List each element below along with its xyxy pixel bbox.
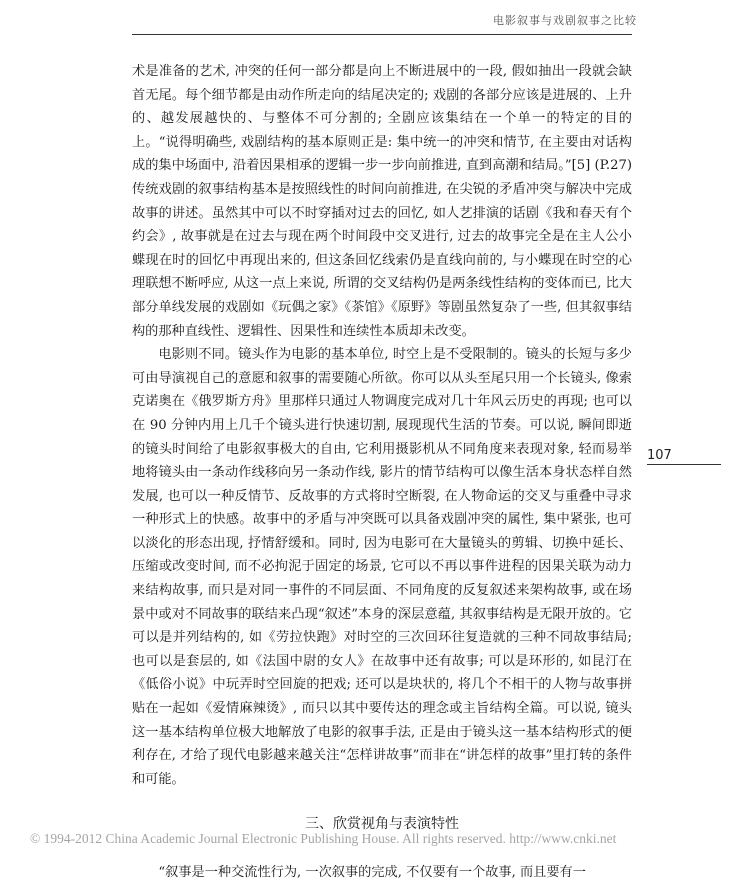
article-body: [132, 60, 632, 885]
header-divider: [132, 34, 632, 35]
body-paragraph-continued: 术是准备的艺术, 冲突的任何一部分都是向上不断进展中的一段, 假如抽出一段就会缺首无尾。每个细节都是由动作所走向的结尾决定的; 戏剧的各部分应该是进展的、上升的、越发展越快的、与整体不可分割的; 全剧应该集结在一个单一的特定的目的上。“说得明确些, 戏剧结构的基本原则正是: 集中统一的冲突和情节, 在主要由对话构成的集中场面中, 沿着因果相承的逻辑一步一步向前推进, 直到高潮和结局。”[5] (P.27) 传统戏剧的叙事结构基本是按照线性的时间向前推进, 在尖锐的矛盾冲突与解决中完成故事的讲述。虽然其中可以不时穿插对过去的回忆, 如人艺排演的话剧《我和春天有个约会》, 故事就是在过去与现在两个时间段中交叉进行, 过去的故事完全是在主人公小蝶现在时的回忆中再现出来的, 但这条回忆线索仍是直线向前的, 与小蝶现在时空的心理联想不断呼应, 从这一点上来说, 所谓的交叉结构仍是两条线性结构的变体而已, 比大部分单线发展的戏剧如《玩偶之家》《茶馆》《原野》等剧虽然复杂了一些, 但其叙事结构的那种直线性、逻辑性、因果性和连续性本质却未改变。: [132, 64, 632, 339]
page-number-rule: [647, 464, 721, 465]
section-heading: 三、欣赏视角与表演特性: [305, 816, 459, 833]
running-header-title: 电影叙事与戏剧叙事之比较: [493, 14, 637, 27]
copyright-watermark: © 1994-2012 China Academic Journal Electronic Publishing House. All rights reserved. http://www.cnki.net: [30, 831, 617, 846]
body-paragraph: 电影则不同。镜头作为电影的基本单位, 时空上是不受限制的。镜头的长短与多少可由导演视自己的意愿和叙事的需要随心所欲。你可以从头至尾只用一个长镜头, 像索克诺奥在《俄罗斯方舟》里那样只通过人物调度完成对几十年风云历史的再现; 也可以在 90 分钟内用上几千个镜头进行快速切割, 展现现代生活的节奏。可以说, 瞬间即逝的镜头时间给了电影叙事极大的自由, 它利用摄影机从不同角度来表现对象, 轻而易举地将镜头由一条动作线移向另一条动作线, 影片的情节结构可以像生活本身状态样自然发展, 也可以一种反情节、反故事的方式将时空断裂, 在人物命运的交叉与重叠中寻求一种形式上的快感。故事中的矛盾与冲突既可以具备戏剧冲突的属性, 集中紧张, 也可以淡化的形态出现, 抒情舒缓和。同时, 因为电影可在大量镜头的剪辑、切换中延长、压缩或改变时间, 而不必拘泥于固定的场景, 它可以不再以事件进程的因果关联为动力来结构故事, 而只是对同一事件的不同层面、不同角度的反复叙述来架构故事, 或在场景中或对不同故事的联结来凸现“叙述”本身的深层意蕴, 其叙事结构是无限开放的。它可以是并列结构的, 如《劳拉快跑》对时空的三次回环往复造就的三种不同故事结局; 也可以是套层的, 如《法国中尉的女人》在故事中还有故事; 可以是环形的, 如昆汀在《低俗小说》中玩弄时空回旋的把戏; 还可以是块状的, 将几个不相干的人物与故事拼贴在一起如《爱情麻辣烫》, 而只以其中要传达的理念或主旨结构全篇。可以说, 镜头这一基本结构单位极大地解放了电影的叙事手法, 正是由于镜头这一基本结构形式的便利存在, 才给了现代电影越来越关注“怎样讲故事”而非在“讲怎样的故事”里打转的条件和可能。: [132, 347, 632, 787]
body-paragraph-truncated: “叙事是一种交流性行为, 一次叙事的完成, 不仅要有一个故事, 而且要有一: [158, 865, 586, 880]
page-number: 107: [647, 448, 672, 463]
